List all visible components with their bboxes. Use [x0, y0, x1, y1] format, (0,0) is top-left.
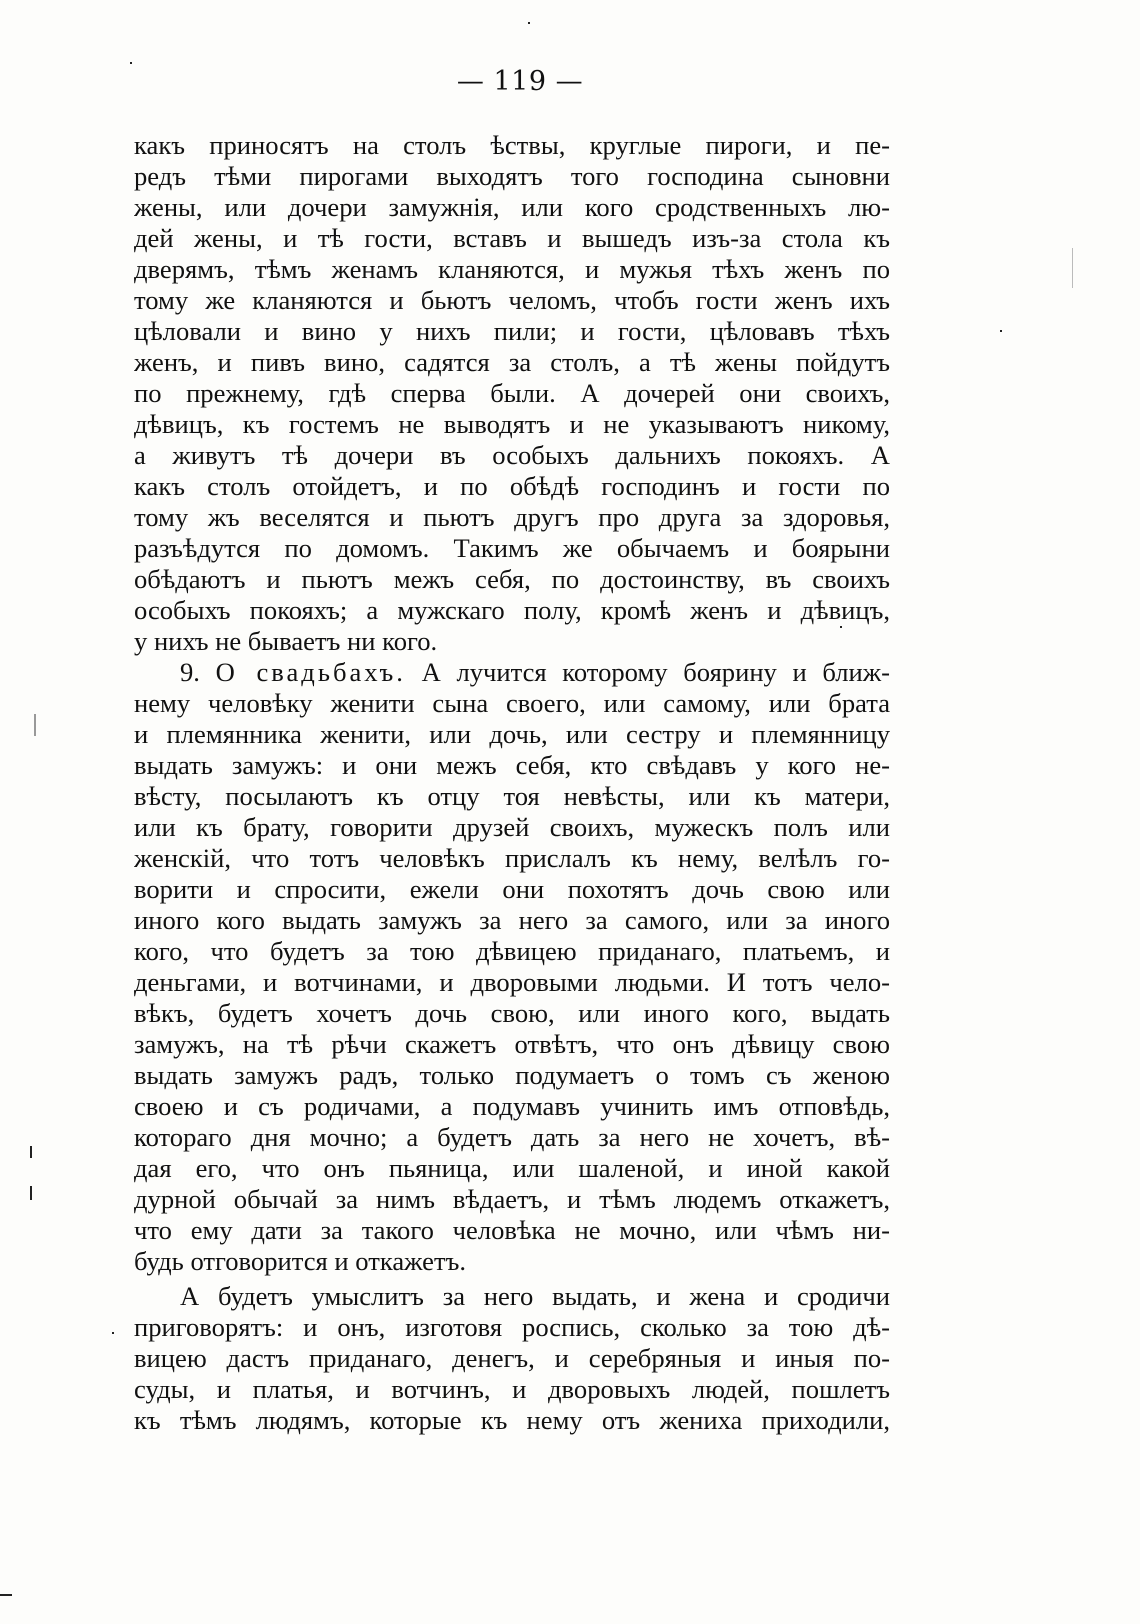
text-line: дѣвицъ, къ гостемъ не выводятъ и не указываютъ никому,: [134, 409, 890, 439]
text-line: дей жены, и тѣ гости, вставъ и вышедъ изъ-за стола къ: [134, 223, 890, 253]
paragraph-1: [134, 130, 890, 657]
text-line: дурной обычай за нимъ вѣдаетъ, и тѣмъ людемъ откажетъ,: [134, 1184, 890, 1214]
scan-speck: [1072, 248, 1073, 288]
text-line: дверямъ, тѣмъ женамъ кланяются, и мужья тѣхъ женъ по: [134, 254, 890, 284]
text-line: дая его, что онъ пьяница, или шаленой, и иной какой: [134, 1153, 890, 1183]
text-line: деньгами, и вотчинами, и дворовыми людьми. И тотъ чело-: [134, 967, 890, 997]
text-line: ворити и спросити, ежели они похотятъ дочь свою или: [134, 874, 890, 904]
page-number: — 119 —: [456, 66, 584, 97]
text-line: вѣсту, посылаютъ къ отцу тоя невѣсты, или къ матери,: [134, 781, 890, 811]
text-line: что ему дати за такого человѣка не мочно, или чѣмъ ни-: [134, 1215, 890, 1245]
text-line: и племянника женити, или дочь, или сестру и племянницу: [134, 719, 890, 749]
text-line: къ тѣмъ людямъ, которые къ нему отъ жениха приходили,: [134, 1405, 890, 1435]
text-line: какъ столъ отойдетъ, и по обѣдѣ господинъ и гости по: [134, 471, 890, 501]
page-text: [134, 130, 890, 1436]
text-line: разъѣдутся по домомъ. Такимъ же обычаемъ и боярыни: [134, 533, 890, 563]
scan-speck: [840, 626, 842, 628]
section-heading-line: [134, 657, 890, 688]
scan-speck: [30, 1186, 32, 1200]
text-line: тому же кланяются и бьютъ челомъ, чтобъ гости женъ ихъ: [134, 285, 890, 315]
text-line: тому жъ веселятся и пьютъ другъ про друга за здоровья,: [134, 502, 890, 532]
text-line: нему человѣку женити сына своего, или самому, или брата: [134, 688, 890, 718]
text-line: своею и съ родичами, а подумавъ учинить имъ отповѣдь,: [134, 1091, 890, 1121]
text-line: а живутъ тѣ дочери въ особыхъ дальнихъ покояхъ. А: [134, 440, 890, 470]
text-line: котораго дня мочно; а будетъ дать за него не хочетъ, вѣ-: [134, 1122, 890, 1152]
text-line: вѣкъ, будетъ хочетъ дочь свою, или иного кого, выдать: [134, 998, 890, 1028]
text-line: у нихъ не бываетъ ни кого.: [134, 626, 438, 656]
scan-speck: [112, 1332, 114, 1334]
text-line: иного кого выдать замужъ за него за самого, или за иного: [134, 905, 890, 935]
text-line: особыхъ покояхъ; а мужскаго полу, кромѣ женъ и дѣвицъ,: [134, 595, 890, 625]
text-line: редъ тѣми пирогами выходятъ того господина сыновни: [134, 161, 890, 191]
text-line: вицею дастъ приданаго, денегъ, и серебряныя и иныя по-: [134, 1343, 890, 1373]
text-line: выдать замужъ радъ, только подумаетъ о томъ съ женою: [134, 1060, 890, 1090]
text-line: А будетъ умыслитъ за него выдать, и жена и сродичи: [180, 1281, 890, 1311]
text-line: жены, или дочери замужнія, или кого сродственныхъ лю-: [134, 192, 890, 222]
section-heading: О свадьбахъ.: [215, 657, 406, 687]
scan-speck: [30, 1146, 32, 1158]
text-line: замужъ, на тѣ рѣчи скажетъ отвѣтъ, что онъ дѣвицу свою: [134, 1029, 890, 1059]
text-line: какъ приносятъ на столъ ѣствы, круглые пироги, и пе-: [134, 130, 890, 160]
text-line: суды, и платья, и вотчинъ, и дворовыхъ людей, пошлетъ: [134, 1374, 890, 1404]
text-line: обѣдаютъ и пьютъ межъ себя, по достоинству, въ своихъ: [134, 564, 890, 594]
scan-speck: [1000, 330, 1002, 332]
text-line: женъ, и пивъ вино, садятся за столъ, а тѣ жены пойдутъ: [134, 347, 890, 377]
paragraph-section-9: [134, 657, 890, 1277]
scan-speck: [130, 62, 132, 64]
text-line: приговорятъ: и онъ, изготовя роспись, сколько за тою дѣ-: [134, 1312, 890, 1342]
section-number: 9.: [180, 657, 200, 687]
paragraph-3: [134, 1281, 890, 1436]
scan-speck: [528, 22, 530, 24]
text-line: по прежнему, гдѣ сперва были. А дочерей они своихъ,: [134, 378, 890, 408]
text-line: А лучится которому боярину и ближ-: [421, 657, 890, 687]
text-line: выдать замужъ: и они межъ себя, кто свѣдавъ у кого не-: [134, 750, 890, 780]
text-line: женскій, что тотъ человѣкъ прислалъ къ нему, велѣлъ го-: [134, 843, 890, 873]
text-line: будь отговорится и откажетъ.: [134, 1246, 467, 1276]
text-line: кого, что будетъ за тою дѣвицею приданаго, платьемъ, и: [134, 936, 890, 966]
text-line: или къ брату, говорити друзей своихъ, мужескъ полъ или: [134, 812, 890, 842]
scan-speck: [34, 714, 36, 736]
text-line: цѣловали и вино у нихъ пили; и гости, цѣловавъ тѣхъ: [134, 316, 890, 346]
scan-speck: [0, 1594, 12, 1596]
